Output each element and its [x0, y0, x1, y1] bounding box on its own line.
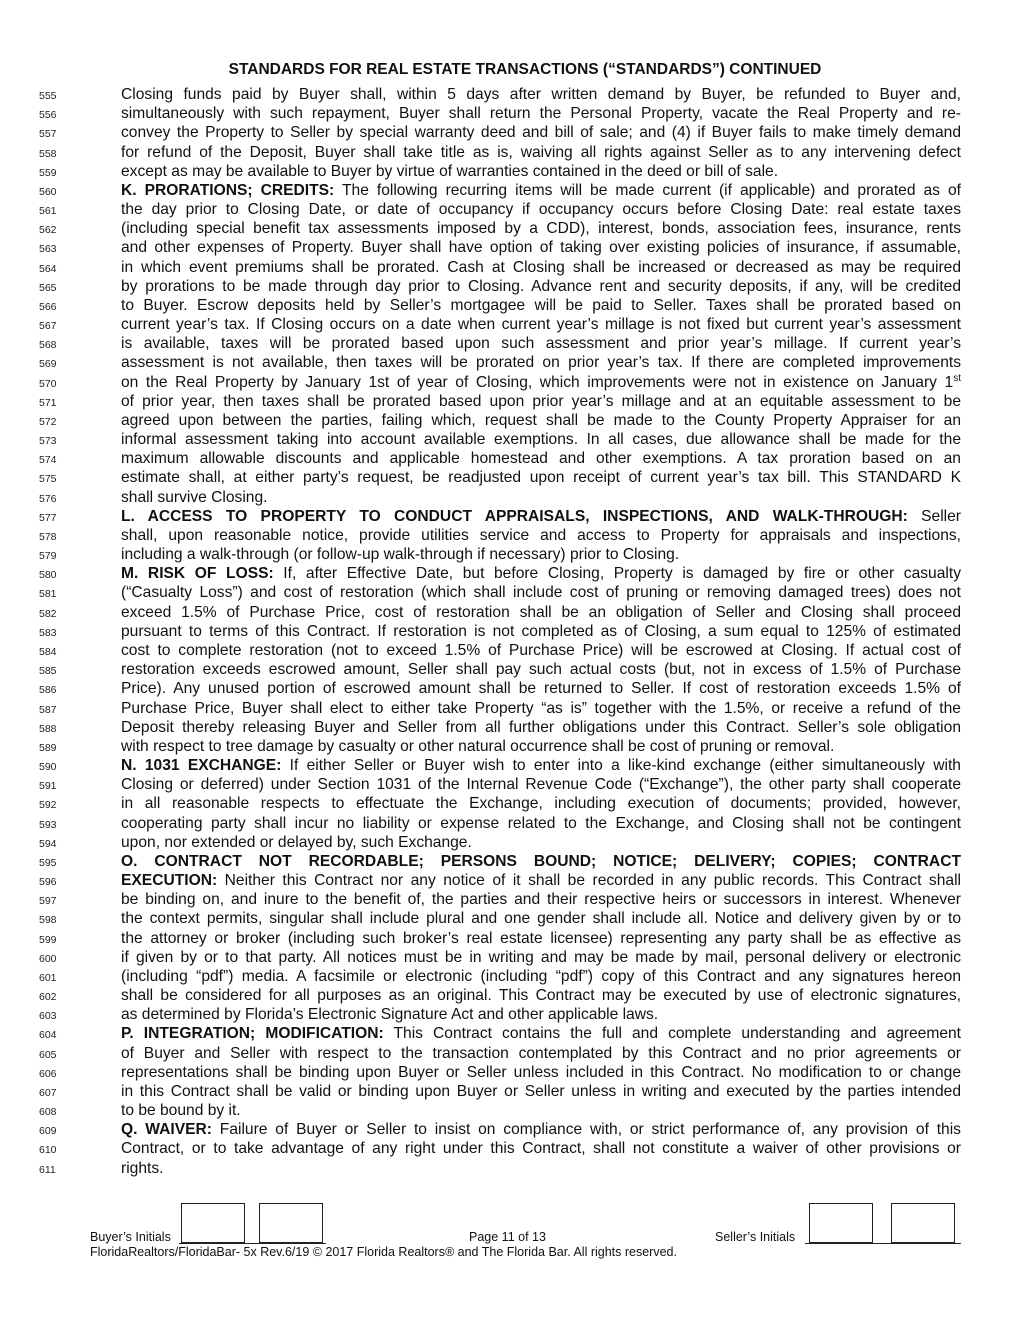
text-line	[0, 123, 1020, 142]
text-line	[0, 507, 1020, 526]
line-segment: cost to complete restoration (not to exceed 1.5% of Purchase Price) will be escrowed at Closing. If actual cost of	[121, 641, 961, 659]
contract-body	[0, 85, 1020, 1178]
line-segment: estimate shall, at either party’s request, be readjusted upon receipt of current year’s tax bill. This STANDARD K	[121, 469, 961, 487]
seller-initials-underline	[805, 1243, 961, 1244]
line-number: 604	[39, 1029, 57, 1042]
seller-initials-box-1[interactable]	[809, 1203, 873, 1243]
text-line	[0, 181, 1020, 200]
line-number: 583	[39, 626, 57, 639]
line-segment: Closing funds paid by Buyer shall, within 5 days after written demand by Buyer, be refunded to Buyer and,	[121, 86, 961, 103]
line-segment: for refund of the Deposit, Buyer shall take title as is, waiving all rights against Seller as to any intervening defect	[121, 143, 961, 161]
line-segment: This Contract contains the full and complete understanding and agreement	[383, 1025, 961, 1043]
line-segment: in this Contract shall be valid or binding upon Buyer or Seller unless in writing and executed by the parties intended	[121, 1082, 961, 1100]
line-segment: If, after Effective Date, but before Closing, Property is damaged by fire or other casualty	[273, 565, 961, 583]
line-number: 598	[39, 914, 57, 927]
text-line	[0, 909, 1020, 928]
line-text	[121, 1101, 961, 1120]
line-segment: upon, nor extended or delayed by, such Exchange.	[121, 833, 472, 851]
text-line	[0, 660, 1020, 679]
text-line	[0, 104, 1020, 123]
line-segment: with respect to tree damage by casualty or other natural occurrence shall be cost of pruning or removal.	[121, 737, 835, 755]
line-segment: the context permits, singular shall include plural and one gender shall include all. Notice and delivery given by or to	[121, 910, 961, 928]
line-number: 595	[39, 856, 57, 869]
line-text	[121, 296, 961, 315]
line-number: 588	[39, 722, 57, 735]
line-segment: simultaneously with such repayment, Buyer shall return the Personal Property, vacate the Real Property and re-	[121, 105, 961, 123]
line-number: 561	[39, 205, 57, 218]
line-text	[121, 1024, 961, 1043]
line-number: 579	[39, 550, 57, 563]
line-text	[121, 181, 961, 200]
line-number: 599	[39, 933, 57, 946]
line-text	[121, 353, 961, 372]
line-text	[121, 775, 961, 794]
line-segment: Closing or deferred) under Section 1031 of the Internal Revenue Code (“Exchange”), the other party shall cooperate	[121, 776, 961, 794]
line-number: 568	[39, 339, 57, 352]
text-line	[0, 833, 1020, 852]
line-segment: restoration exceeds escrowed amount, Seller shall pay such actual costs (but, not in excess of 1.5% of Purchase	[121, 661, 961, 679]
line-segment: maximum allowable discounts and applicable homestead and other exemptions. A tax proration based on an	[121, 450, 961, 468]
text-line	[0, 1101, 1020, 1120]
line-number: 584	[39, 645, 57, 658]
line-text	[121, 1139, 961, 1158]
line-segment: Purchase Price, Buyer shall elect to either take Property “as is” together with the 1.5%, or receive a refund of the	[121, 699, 961, 717]
line-text	[121, 238, 961, 257]
line-text	[121, 833, 961, 852]
page-number: Page 11 of 13	[469, 1230, 546, 1244]
line-text	[121, 1044, 961, 1063]
buyer-initials-label: Buyer’s Initials	[90, 1230, 171, 1244]
line-text	[121, 392, 961, 411]
line-text	[121, 679, 961, 698]
line-number: 560	[39, 185, 57, 198]
text-line	[0, 315, 1020, 334]
line-number: 611	[39, 1163, 56, 1176]
text-line	[0, 545, 1020, 564]
text-line	[0, 718, 1020, 737]
text-line	[0, 85, 1020, 104]
line-text	[121, 219, 961, 238]
line-text	[121, 986, 961, 1005]
line-number: 586	[39, 684, 57, 697]
line-segment: the attorney or broker (including such broker’s real estate licensee) representing any party shall be as effective as	[121, 929, 961, 947]
line-text	[121, 814, 961, 833]
line-segment: If either Seller or Buyer wish to enter into a like-kind exchange (either simultaneously with	[281, 757, 961, 775]
text-line	[0, 699, 1020, 718]
text-line	[0, 430, 1020, 449]
line-segment: Contract, or to take advantage of any right under this Contract, shall not constitute a waiver of other provisions or	[121, 1140, 961, 1158]
line-text	[121, 909, 961, 928]
line-number: 609	[39, 1125, 57, 1138]
line-number: 572	[39, 415, 57, 428]
line-text	[121, 660, 961, 679]
text-line	[0, 277, 1020, 296]
line-text	[121, 699, 961, 718]
line-number: 564	[39, 262, 57, 275]
line-segment: Neither this Contract nor any notice of it shall be recorded in any public records. This Contract shall	[217, 872, 961, 890]
text-line	[0, 238, 1020, 257]
line-text	[121, 622, 961, 641]
line-number: 582	[39, 607, 57, 620]
line-number: 569	[39, 358, 57, 371]
line-segment: Seller	[907, 507, 961, 525]
line-segment: rights.	[121, 1159, 164, 1177]
line-segment: in all reasonable respects to effectuate the Exchange, including execution of documents; provided, however,	[121, 795, 961, 813]
text-line	[0, 143, 1020, 162]
line-text	[121, 1120, 961, 1139]
line-number: 578	[39, 530, 57, 543]
line-text	[121, 143, 961, 162]
line-segment: The following recurring items will be made current (if applicable) and prorated as of	[334, 181, 961, 199]
text-line	[0, 679, 1020, 698]
line-number: 577	[39, 511, 57, 524]
line-number: 585	[39, 665, 57, 678]
line-text	[121, 583, 961, 602]
line-text	[121, 564, 961, 583]
section-heading: EXECUTION:	[121, 872, 218, 890]
page-title: STANDARDS FOR REAL ESTATE TRANSACTIONS (“STANDARDS”) CONTINUED	[228, 61, 822, 78]
line-number: 606	[39, 1067, 57, 1080]
text-line	[0, 622, 1020, 641]
line-segment: of Buyer and Seller with respect to the transaction contemplated by this Contract and no prior agreements or	[121, 1044, 961, 1062]
text-line	[0, 641, 1020, 660]
section-heading: Q. WAIVER:	[121, 1121, 212, 1139]
line-segment: (including special benefit tax assessments imposed by a CDD), interest, bonds, association fees, insurance, rents	[121, 220, 961, 238]
line-segment: including a walk-through (or follow-up walk-through if necessary) prior to Closing.	[121, 546, 680, 564]
text-line	[0, 986, 1020, 1005]
text-line	[0, 334, 1020, 353]
line-segment: in which event premiums shall be prorated. Cash at Closing shall be increased or decreased as may be required	[121, 258, 961, 276]
line-number: 559	[39, 166, 57, 179]
line-segment: the day prior to Closing Date, or date of occupancy if occupancy occurs before Closing Date: real estate taxes	[121, 201, 961, 219]
line-text	[121, 258, 961, 277]
line-segment: and other expenses of Property. Buyer shall have option of taking over existing policies of insurance, if assumable,	[121, 239, 961, 257]
line-text	[121, 1159, 961, 1178]
line-segment: shall survive Closing.	[121, 488, 268, 506]
line-text	[121, 1063, 961, 1082]
text-line	[0, 1005, 1020, 1024]
line-number: 590	[39, 761, 57, 774]
line-number: 593	[39, 818, 57, 831]
line-segment: be binding on, and inure to the benefit of, the parties and their respective heirs or successors in interest. Whenever	[121, 891, 961, 909]
section-heading: L. ACCESS TO PROPERTY TO CONDUCT APPRAISALS, INSPECTIONS, AND WALK-THROUGH:	[121, 507, 908, 525]
text-line	[0, 526, 1020, 545]
line-text	[121, 123, 961, 142]
line-number: 574	[39, 454, 57, 467]
line-number: 608	[39, 1106, 57, 1119]
text-line	[0, 296, 1020, 315]
line-number: 596	[39, 876, 57, 889]
line-segment: if given by or to that party. All notices must be in writing and may be made by mail, personal delivery or electronic	[121, 948, 961, 966]
text-line	[0, 775, 1020, 794]
section-heading: N. 1031 EXCHANGE:	[121, 757, 282, 775]
line-segment: except as may be available to Buyer by virtue of warranties contained in the deed or bill of sale.	[121, 162, 779, 180]
line-number: 605	[39, 1048, 57, 1061]
line-number: 580	[39, 569, 57, 582]
line-segment: assessment is not available, then taxes will be prorated on prior year’s tax. If there are completed improvements	[121, 354, 961, 372]
line-segment: (including “pdf”) media. A facsimile or electronic (including “pdf”) copy of this Contract and any signatures hereon	[121, 967, 961, 985]
line-number: 594	[39, 837, 57, 850]
text-line	[0, 449, 1020, 468]
text-line	[0, 373, 1020, 392]
text-line	[0, 814, 1020, 833]
line-text	[121, 852, 961, 871]
line-number: 576	[39, 492, 57, 505]
text-line	[0, 852, 1020, 871]
line-text	[121, 603, 961, 622]
line-number: 570	[39, 377, 57, 390]
text-line	[0, 1120, 1020, 1139]
text-line	[0, 794, 1020, 813]
line-number: 600	[39, 952, 57, 965]
line-number: 591	[39, 780, 57, 793]
text-line	[0, 1044, 1020, 1063]
text-line	[0, 219, 1020, 238]
text-line	[0, 948, 1020, 967]
line-text	[121, 449, 961, 468]
line-number: 562	[39, 224, 57, 237]
section-heading: O. CONTRACT NOT RECORDABLE; PERSONS BOUND; NOTICE; DELIVERY; COPIES; CONTRACT	[121, 852, 961, 870]
page-footer	[0, 1200, 1020, 1270]
line-number: 597	[39, 895, 57, 908]
line-number: 567	[39, 320, 57, 333]
line-text	[121, 411, 961, 430]
line-text	[121, 929, 961, 948]
line-text	[121, 507, 961, 526]
line-segment: on the Real Property by January 1st of year of Closing, which improvements were not in existence on January 1	[121, 373, 954, 391]
seller-initials-box-2[interactable]	[891, 1203, 955, 1243]
text-line	[0, 1159, 1020, 1178]
line-text	[121, 890, 961, 909]
section-heading: K. PRORATIONS; CREDITS:	[121, 181, 335, 199]
line-segment: convey the Property to Seller by special warranty deed and bill of sale; and (4) if Buyer fails to make timely demand	[121, 124, 961, 142]
line-number: 607	[39, 1086, 57, 1099]
text-line	[0, 737, 1020, 756]
line-text	[121, 756, 961, 775]
line-number: 573	[39, 435, 57, 448]
line-number: 565	[39, 281, 57, 294]
line-text	[121, 315, 961, 334]
line-segment: current year’s tax. If Closing occurs on a date when current year’s millage is not fixed but current year’s assessment	[121, 316, 961, 334]
text-line	[0, 1139, 1020, 1158]
line-segment: pursuant to terms of this Contract. If restoration is not completed as of Closing, a sum equal to 125% of estimated	[121, 622, 961, 640]
line-number: 592	[39, 799, 57, 812]
line-segment: shall, upon reasonable notice, provide utilities service and access to Property for appraisals and inspections,	[121, 526, 961, 544]
line-text	[121, 871, 961, 890]
text-line	[0, 468, 1020, 487]
line-segment: by prorations to be made through day prior to Closing. Advance rent and security deposits, if any, will be credited	[121, 277, 961, 295]
line-number: 602	[39, 991, 57, 1004]
line-text	[121, 526, 961, 545]
line-text	[121, 641, 961, 660]
line-text	[121, 718, 961, 737]
line-number: 571	[39, 396, 57, 409]
line-text	[121, 1082, 961, 1101]
line-number: 555	[39, 90, 57, 102]
text-line	[0, 890, 1020, 909]
text-line	[0, 929, 1020, 948]
line-text	[121, 737, 961, 756]
section-heading: M. RISK OF LOSS:	[121, 565, 274, 583]
line-text	[121, 200, 961, 219]
line-segment: informal assessment taking into account available exemptions. In all cases, due allowance shall be made for the	[121, 431, 961, 449]
text-line	[0, 564, 1020, 583]
buyer-initials-underline	[179, 1243, 326, 1244]
text-line	[0, 1082, 1020, 1101]
text-line	[0, 1024, 1020, 1043]
line-segment: exceed 1.5% of Purchase Price, cost of restoration shall be an obligation of Seller and Closing shall proceed	[121, 603, 961, 621]
section-heading: P. INTEGRATION; MODIFICATION:	[121, 1025, 384, 1043]
line-text	[121, 468, 961, 487]
line-text	[121, 162, 961, 181]
line-segment: shall be considered for all purposes as an original. This Contract may be executed by use of electronic signatures,	[121, 987, 961, 1005]
line-text	[121, 334, 961, 353]
text-line	[0, 583, 1020, 602]
line-number: 575	[39, 473, 57, 486]
seller-initials-label: Seller’s Initials	[715, 1230, 796, 1244]
line-text	[121, 85, 961, 104]
line-text	[121, 104, 961, 123]
text-line	[0, 756, 1020, 775]
text-line	[0, 871, 1020, 890]
line-segment: as determined by Florida’s Electronic Signature Act and other applicable laws.	[121, 1006, 659, 1024]
line-number: 589	[39, 741, 57, 754]
line-segment: Failure of Buyer or Seller to insist on compliance with, or strict performance of, any provision of this	[211, 1121, 961, 1139]
text-line	[0, 258, 1020, 277]
copyright-line: FloridaRealtors/FloridaBar- 5x Rev.6/19 © 2017 Florida Realtors® and The Florida Bar. All rights reserved.	[90, 1245, 677, 1259]
text-line	[0, 200, 1020, 219]
line-segment: Deposit thereby releasing Buyer and Seller from all further obligations under this Contract. Seller’s sole obligation	[121, 718, 961, 736]
text-line	[0, 411, 1020, 430]
line-text	[121, 794, 961, 813]
line-text	[121, 1005, 961, 1024]
line-text	[121, 545, 961, 564]
line-segment: is available, taxes will be prorated based upon such assessment and prior year’s millage. If current year’s	[121, 335, 961, 353]
text-line	[0, 1063, 1020, 1082]
line-segment: (“Casualty Loss”) and cost of restoration (which shall include cost of pruning or removing damaged trees) does not	[121, 584, 961, 602]
text-line	[0, 353, 1020, 372]
line-number: 601	[39, 971, 57, 984]
line-number: 557	[39, 128, 57, 141]
line-segment: agreed upon between the parties, failing which, request shall be made to the County Property Appraiser for an	[121, 411, 961, 429]
superscript: st	[953, 372, 961, 384]
line-number: 563	[39, 243, 57, 256]
text-line	[0, 488, 1020, 507]
text-line	[0, 162, 1020, 181]
text-line	[0, 603, 1020, 622]
line-text	[121, 373, 961, 392]
text-line	[0, 392, 1020, 411]
line-text	[121, 948, 961, 967]
line-segment: Price). Any unused portion of escrowed amount shall be returned to Seller. If cost of restoration exceeds 1.5% of	[121, 680, 961, 698]
line-text	[121, 967, 961, 986]
line-number: 581	[39, 588, 57, 601]
line-number: 610	[39, 1144, 57, 1157]
line-number: 556	[39, 109, 57, 122]
line-number: 566	[39, 300, 57, 313]
line-text	[121, 277, 961, 296]
line-segment: to Buyer. Escrow deposits held by Seller’s mortgagee will be paid to Seller. Taxes shall be prorated based on	[121, 296, 961, 314]
line-segment: of prior year, then taxes shall be prorated based upon prior year’s millage and at an equitable assessment to be	[121, 392, 961, 410]
buyer-initials-box-2[interactable]	[259, 1203, 323, 1243]
line-text	[121, 430, 961, 449]
buyer-initials-box-1[interactable]	[181, 1203, 245, 1243]
line-text	[121, 488, 961, 507]
line-segment: representations shall be binding upon Buyer or Seller unless included in this Contract. No modification to or change	[121, 1063, 961, 1081]
line-segment: cooperating party shall incur no liability or expense related to the Exchange, and Closing shall not be contingent	[121, 814, 961, 832]
line-segment: to be bound by it.	[121, 1102, 241, 1120]
line-number: 603	[39, 1010, 57, 1023]
line-number: 558	[39, 147, 57, 160]
text-line	[0, 967, 1020, 986]
line-number: 587	[39, 703, 57, 716]
